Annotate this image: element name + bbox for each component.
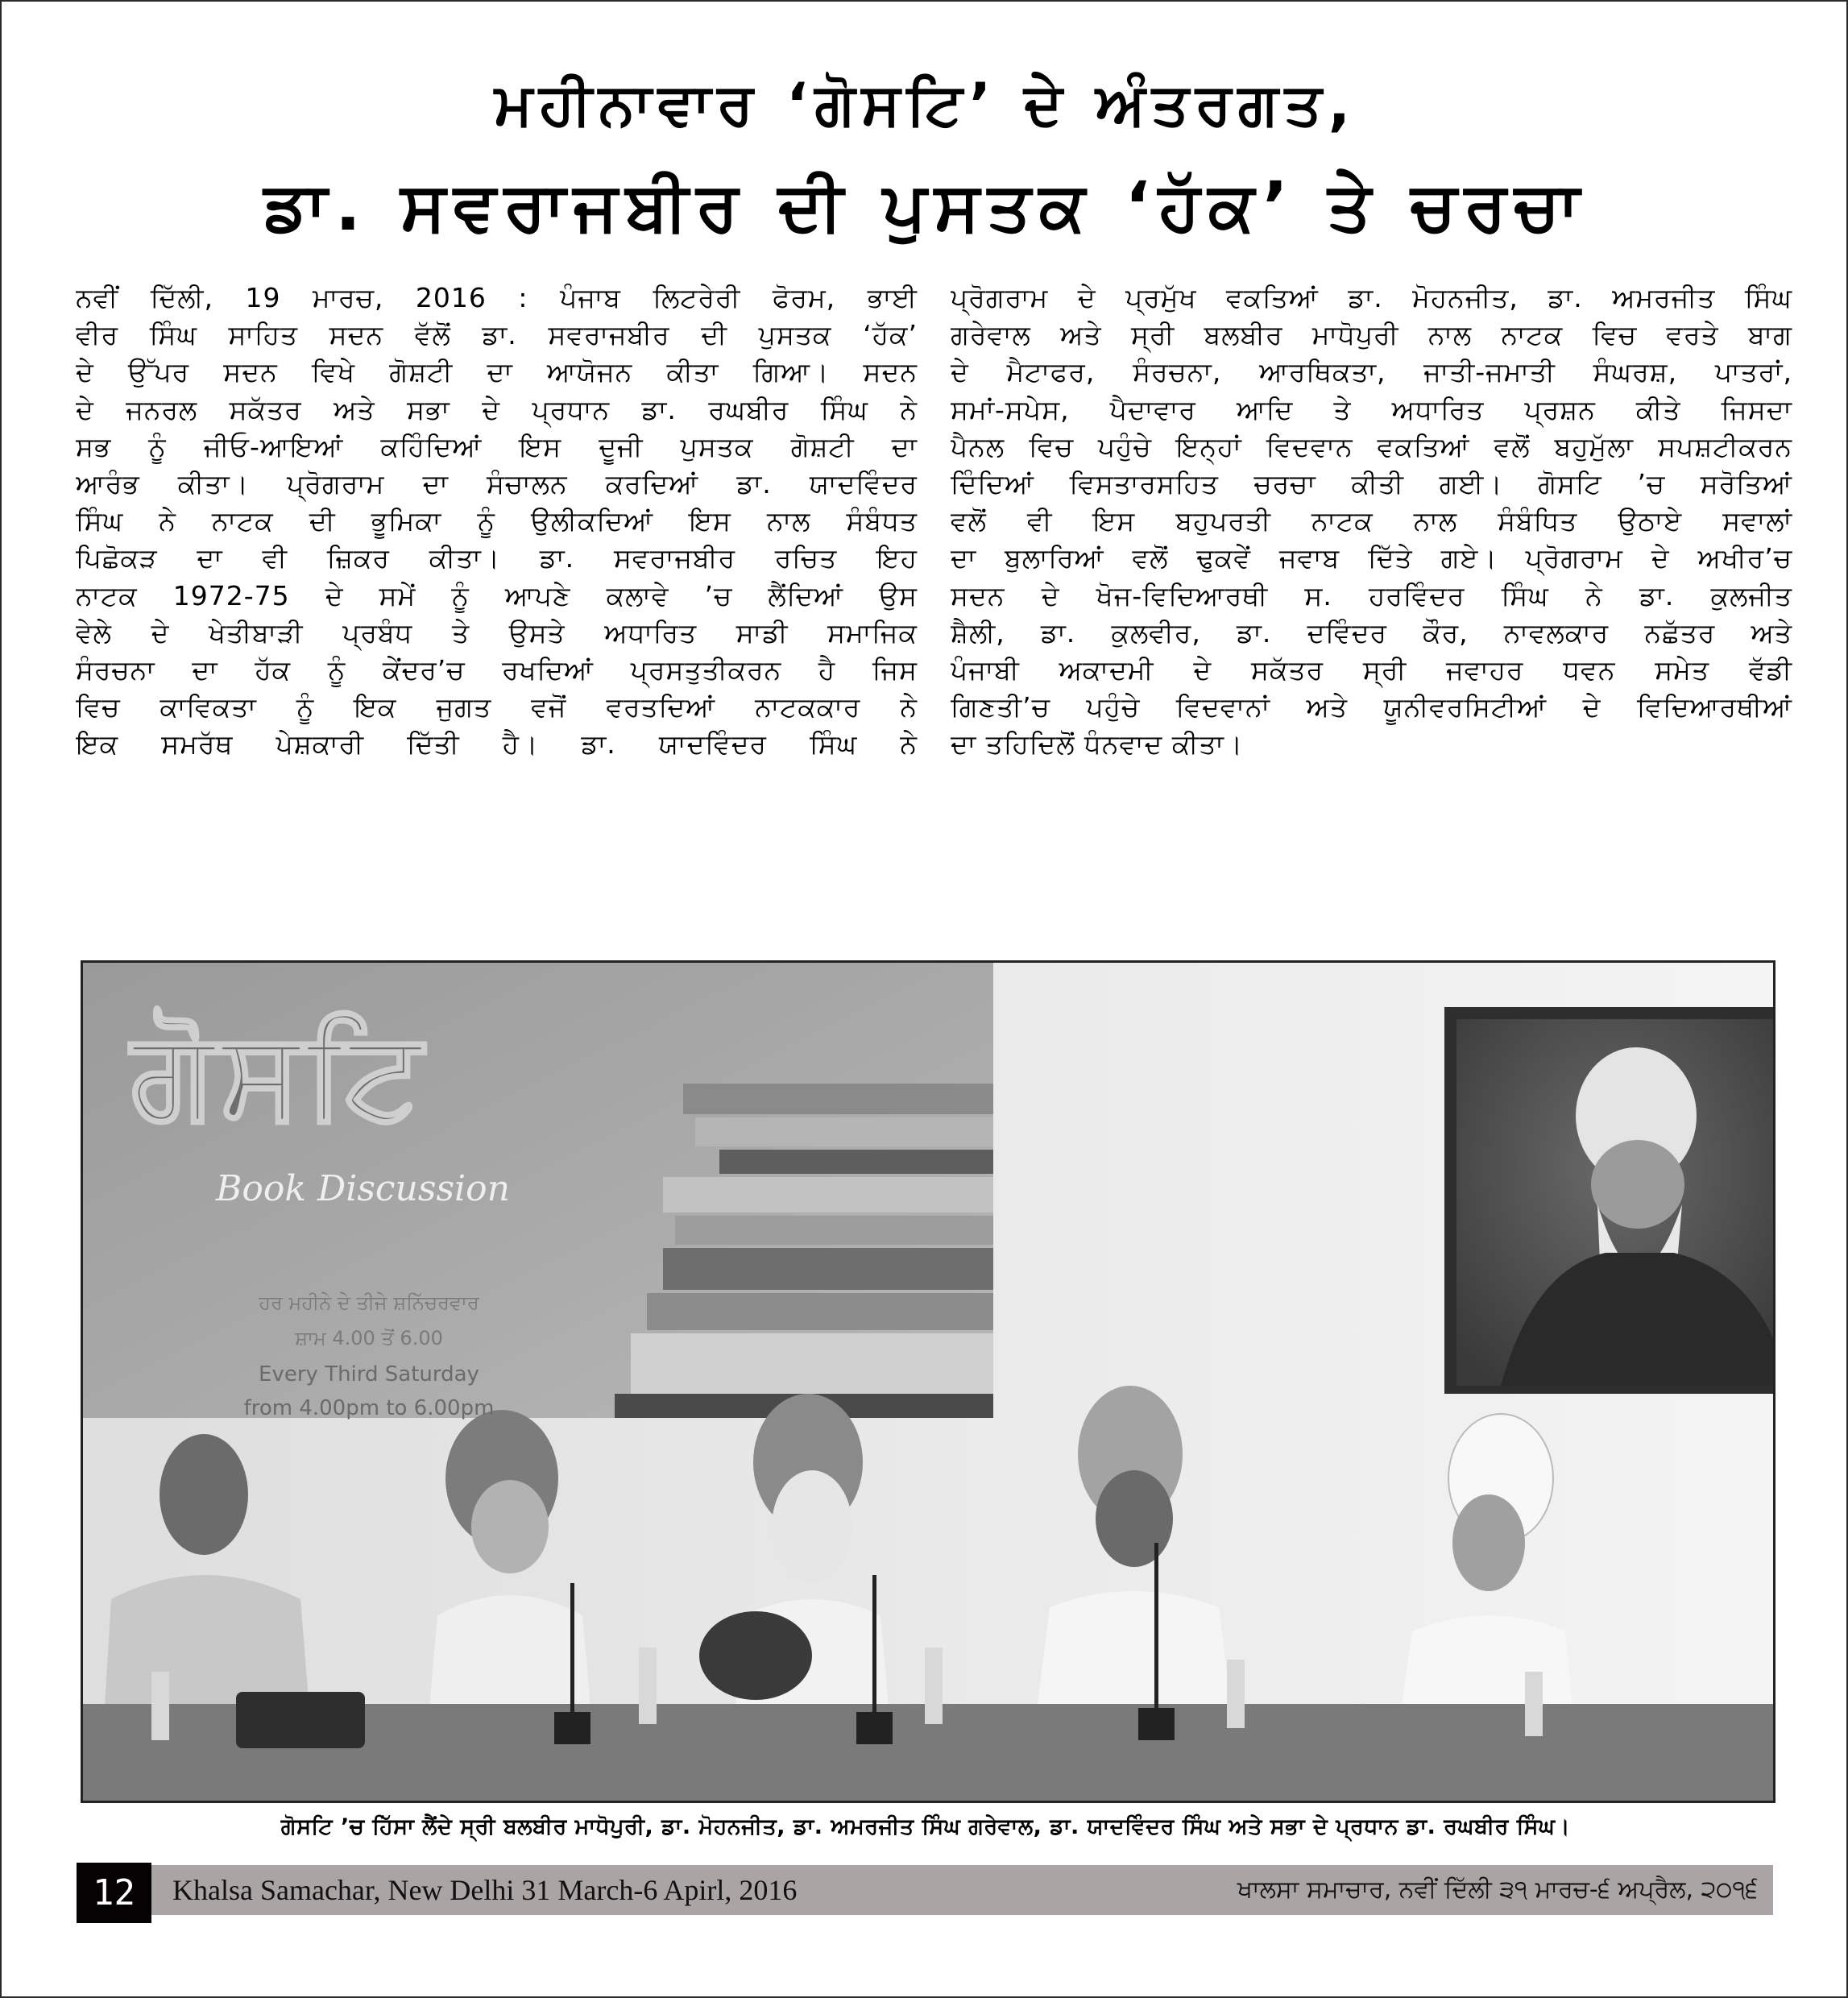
article-column-right [951,280,1792,763]
banner-punjabi-line: ਹਰ ਮਹੀਨੇ ਦੇ ਤੀਜੇ ਸ਼ਨਿੱਚਰਵਾਰ [259,1291,479,1314]
article-column-left [76,280,918,763]
article-line: ਦਾ ਬੁਲਾਰਿਆਂ ਵਲੋਂ ਢੁਕਵੇਂ ਜਵਾਬ ਦਿੱਤੇ ਗਏ। ਪ੍ਰੋਗਰਾਮ ਦੇ ਅਖੀਰ’ਚ [951,542,1792,574]
footer-punjabi-masthead: ਖਾਲਸਾ ਸਮਾਚਾਰ, ਨਵੀਂ ਦਿੱਲੀ ੩੧ ਮਾਰਚ-੬ ਅਪ੍ਰੈਲ, ੨੦੧੬ [1237,1876,1758,1904]
article-line: ਸ਼ੈਲੀ, ਡਾ. ਕੁਲਵੀਰ, ਡਾ. ਦਵਿੰਦਰ ਕੌਰ, ਨਾਵਲਕਾਰ ਨਛੱਤਰ ਅਤੇ [951,616,1792,649]
headline-line-1: ਮਹੀਨਾਵਾਰ ‘ਗੋਸਟਿ’ ਦੇ ਅੰਤਰਗਤ, [494,70,1357,138]
article-line: ਸੰਰਚਨਾ ਦਾ ਹੱਕ ਨੂੰ ਕੇਂਦਰ’ਚ ਰਖਦਿਆਂ ਪ੍ਰਸਤੁਤੀਕਰਨ ਹੈ ਜਿਸ [76,653,918,686]
banner-english-text [216,1358,522,1425]
article-line: ਦਾ ਤਹਿਦਿਲੋਂ ਧੰਨਵਾਦ ਕੀਤਾ। [951,728,1244,761]
banner-logo-text: ਗੋਸਟਿ [131,1003,427,1145]
article-line: ਵਿਚ ਕਾਵਿਕਤਾ ਨੂੰ ਇਕ ਜੁਗਤ ਵਜੋਂ ਵਰਤਦਿਆਂ ਨਾਟਕਕਾਰ ਨੇ [76,691,918,723]
banner-english-line: Every Third Saturday [259,1362,479,1387]
article-line: ਗਰੇਵਾਲ ਅਤੇ ਸ੍ਰੀ ਬਲਬੀਰ ਮਾਧੋਪੁਰੀ ਨਾਲ ਨਾਟਕ ਵਿਚ ਵਰਤੇ ਬਾਗ [951,319,1792,351]
banner-subtitle: Book Discussion [216,1168,510,1209]
article-line: ਨਵੀਂ ਦਿੱਲੀ, 19 ਮਾਰਚ, 2016 : ਪੰਜਾਬ ਲਿਟਰੇਰੀ ਫੋਰਮ, ਭਾਈ [76,282,918,313]
article-line: ਇਕ ਸਮਰੱਥ ਪੇਸ਼ਕਾਰੀ ਦਿੱਤੀ ਹੈ। ਡਾ. ਯਾਦਵਿੰਦਰ ਸਿੰਘ ਨੇ [76,728,918,761]
article-line: ਦੇ ਉੱਪਰ ਸਦਨ ਵਿਖੇ ਗੋਸ਼ਟੀ ਦਾ ਆਯੋਜਨ ਕੀਤਾ ਗਿਆ। ਸਦਨ [76,356,918,388]
event-photo [81,960,1775,1803]
article-line: ਪੈਨਲ ਵਿਚ ਪਹੁੰਚੇ ਇਨ੍ਹਾਂ ਵਿਦਵਾਨ ਵਕਤਿਆਂ ਵਲੋਂ ਬਹੁਮੁੱਲਾ ਸਪਸ਼ਟੀਕਰਨ [951,430,1792,462]
article-line: ਪਿਛੋਕੜ ਦਾ ਵੀ ਜ਼ਿਕਰ ਕੀਤਾ। ਡਾ. ਸਵਰਾਜਬੀਰ ਰਚਿਤ ਇਹ [76,542,918,574]
headline-line-2: ਡਾ. ਸਵਰਾਜਬੀਰ ਦੀ ਪੁਸਤਕ ‘ਹੱਕ’ ਤੇ ਚਰਚਾ [263,167,1588,246]
portrait-frame [1444,1007,1773,1394]
article-line: ਨਾਟਕ 1972-75 ਦੇ ਸਮੇਂ ਨੂੰ ਆਪਣੇ ਕਲਾਵੇ ’ਚ ਲੈਂਦਿਆਂ ਉਸ [76,579,918,611]
article-line: ਸਮਾਂ-ਸਪੇਸ, ਪੈਦਾਵਾਰ ਆਦਿ ਤੇ ਅਧਾਰਿਤ ਪ੍ਰਸ਼ਨ ਕੀਤੇ ਜਿਸਦਾ [951,393,1792,425]
page-number: 12 [77,1863,151,1923]
article-line: ਵੀਰ ਸਿੰਘ ਸਾਹਿਤ ਸਦਨ ਵੱਲੋਂ ਡਾ. ਸਵਰਾਜਬੀਰ ਦੀ ਪੁਸਤਕ ‘ਹੱਕ’ [76,319,918,351]
article-line: ਪੰਜਾਬੀ ਅਕਾਦਮੀ ਦੇ ਸਕੱਤਰ ਸ੍ਰੀ ਜਵਾਹਰ ਧਵਨ ਸਮੇਤ ਵੱਡੀ [951,653,1792,686]
folder-on-table [236,1692,365,1748]
article-line: ਸਦਨ ਦੇ ਖੋਜ-ਵਿਦਿਆਰਥੀ ਸ. ਹਰਵਿੰਦਰ ਸਿੰਘ ਨੇ ਡਾ. ਕੁਲਜੀਤ [951,579,1792,611]
article-line: ਦੇ ਜਨਰਲ ਸਕੱਤਰ ਅਤੇ ਸਭਾ ਦੇ ਪ੍ਰਧਾਨ ਡਾ. ਰਘਬੀਰ ਸਿੰਘ ਨੇ [76,393,918,425]
article-line: ਗਿਣਤੀ’ਚ ਪਹੁੰਚੇ ਵਿਦਵਾਨਾਂ ਅਤੇ ਯੂਨੀਵਰਸਿਟੀਆਂ ਦੇ ਵਿਦਿਆਰਥੀਆਂ [951,691,1792,723]
banner-punjabi-text [216,1285,522,1356]
article-line: ਸਭ ਨੂੰ ਜੀਓ-ਆਇਆਂ ਕਹਿੰਦਿਆਂ ਇਸ ਦੂਜੀ ਪੁਸਤਕ ਗੋਸ਼ਟੀ ਦਾ [76,430,918,462]
banner-punjabi-line: ਸ਼ਾਮ 4.00 ਤੋਂ 6.00 [295,1327,443,1349]
footer-english-masthead: Khalsa Samachar, New Delhi 31 March-6 Apirl, 2016 [172,1874,798,1906]
photo-caption: ਗੋਸਟਿ ’ਚ ਹਿੱਸਾ ਲੈਂਦੇ ਸ੍ਰੀ ਬਲਬੀਰ ਮਾਧੋਪੁਰੀ, ਡਾ. ਮੋਹਨਜੀਤ, ਡਾ. ਅਮਰਜੀਤ ਸਿੰਘ ਗਰੇਵਾਲ, ਡਾ. ਯਾਦਵਿੰਦਰ ਸਿੰਘ ਅਤੇ ਸਭਾ ਦੇ ਪ੍ਰਧਾਨ ਡਾ. ਰਘਬੀਰ ਸਿੰਘ। [280,1814,1571,1839]
article-line: ਆਰੰਭ ਕੀਤਾ। ਪ੍ਰੋਗਰਾਮ ਦਾ ਸੰਚਾਲਨ ਕਰਦਿਆਂ ਡਾ. ਯਾਦਵਿੰਦਰ [76,467,918,500]
flower-bouquet [699,1611,812,1700]
article-line: ਵੇਲੇ ਦੇ ਖੇਤੀਬਾੜੀ ਪ੍ਰਬੰਧ ਤੇ ਉਸਤੇ ਅਧਾਰਿਤ ਸਾਡੀ ਸਮਾਜਿਕ [76,616,918,649]
article-line: ਵਲੋਂ ਵੀ ਇਸ ਬਹੁਪਰਤੀ ਨਾਟਕ ਨਾਲ ਸੰਬੰਧਿਤ ਉਠਾਏ ਸਵਾਲਾਂ [951,505,1792,537]
banner-english-line: from 4.00pm to 6.00pm [243,1396,495,1420]
article-line: ਦਿੰਦਿਆਂ ਵਿਸਤਾਰਸਹਿਤ ਚਰਚਾ ਕੀਤੀ ਗਈ। ਗੋਸਟਿ ’ਚ ਸਰੋਤਿਆਂ [951,467,1792,500]
article-line: ਪ੍ਰੋਗਰਾਮ ਦੇ ਪ੍ਰਮੁੱਖ ਵਕਤਿਆਂ ਡਾ. ਮੋਹਨਜੀਤ, ਡਾ. ਅਮਰਜੀਤ ਸਿੰਘ [951,282,1792,313]
article-line: ਸਿੰਘ ਨੇ ਨਾਟਕ ਦੀ ਭੂਮਿਕਾ ਨੂੰ ਉਲੀਕਦਿਆਂ ਇਸ ਨਾਲ ਸੰਬੰਧਤ [76,505,918,537]
article-line: ਦੇ ਮੈਟਾਫਰ, ਸੰਰਚਨਾ, ਆਰਥਿਕਤਾ, ਜਾਤੀ-ਜਮਾਤੀ ਸੰਘਰਸ਼, ਪਾਤਰਾਂ, [951,356,1792,388]
